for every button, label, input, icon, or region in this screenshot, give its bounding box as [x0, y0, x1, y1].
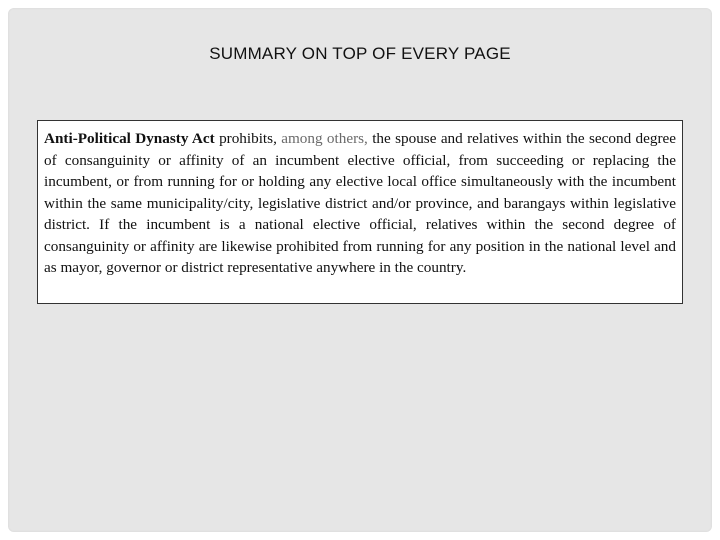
summary-text-part-2: the spouse and relatives within the second degree of consanguinity or affinity of an incumbent elective official, from succeeding or replacing the incumbent, or from running for or holding any elective local office simultaneously with the incumbent within the same municipality/city, legislative district and/or province, and barangays within legislative district. If the incumbent is a national elective official, relatives within the second degree of consanguinity or affinity are likewise prohibited from running for any position in the national level and as mayor, governor or district representative anywhere in the country.: [44, 130, 676, 276]
act-name: Anti-Political Dynasty Act: [44, 130, 215, 147]
slide: [8, 8, 712, 532]
summary-text-part-1: prohibits,: [214, 130, 282, 147]
slide-title: SUMMARY ON TOP OF EVERY PAGE: [209, 44, 511, 63]
summary-paragraph: [44, 128, 676, 279]
aside-phrase: among others,: [281, 130, 368, 147]
summary-box: [37, 120, 683, 304]
